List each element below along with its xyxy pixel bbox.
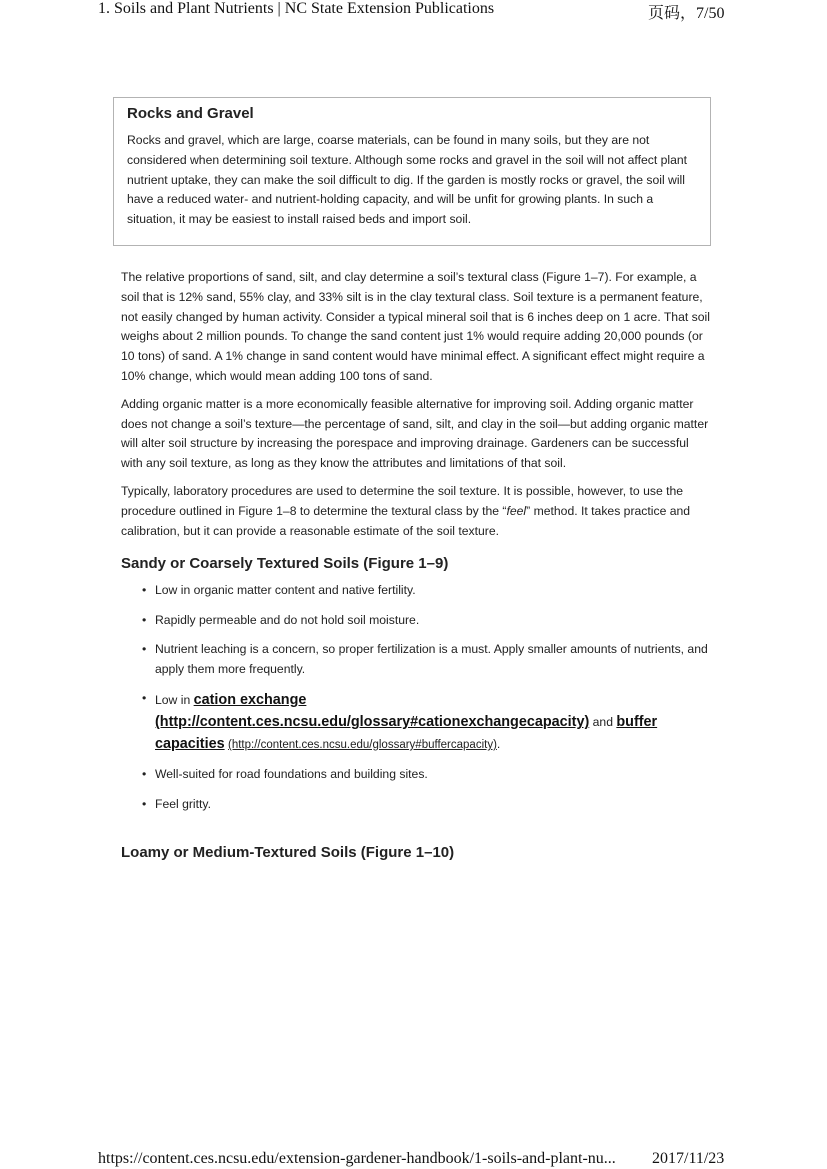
list-item-text: Nutrient leaching is a concern, so proper fertilization is a must. Apply smaller amounts of nutrients, and apply them more frequently. [155, 641, 708, 676]
sandy-soils-heading: Sandy or Coarsely Textured Soils (Figure 1–9) [121, 555, 449, 573]
list-item [121, 581, 711, 601]
paragraph-organic-matter: Adding organic matter is a more economically feasible alternative for improving soil. Adding organic matter does not change a soil’s texture—the percentage of sand, silt, and clay in the soil—but adding organic matter will alter soil structure by increasing the porespace and improving drainage. Gardeners can be successful with any soil texture, as long as they know the attributes and limitations of that soil. [121, 396, 709, 471]
list-item-text: Rapidly permeable and do not hold soil moisture. [155, 612, 420, 627]
feel-emphasis: feel [506, 503, 527, 518]
bullet: • [142, 612, 147, 627]
cation-exchange-link-text: cation exchange [193, 692, 307, 709]
callout-title: Rocks and Gravel [127, 105, 254, 122]
bullet: • [142, 767, 147, 782]
list-item [121, 795, 711, 815]
feel-method-text-start: Typically, laboratory procedures are used to determine the soil texture. It is possible, however, to use the procedure outlined in Figure 1–8 to determine the textural class by the “ [121, 483, 684, 518]
print-header [0, 0, 827, 22]
print-date: 2017/11/23 [652, 1150, 725, 1167]
document-title: 1. Soils and Plant Nutrients | NC State Extension Publications [98, 0, 495, 17]
list-item-text: Low in organic matter content and native fertility. [155, 583, 416, 598]
print-footer [0, 1150, 827, 1169]
cation-exchange-link-url: (http://content.ces.ncsu.edu/glossary#cationexchangecapacity) [155, 714, 590, 731]
cation-exchange-link[interactable] [155, 692, 589, 730]
list-item-text: Feel gritty. [155, 796, 211, 811]
article-body [121, 268, 711, 870]
list-item-suffix: . [496, 737, 501, 752]
rocks-gravel-callout [113, 97, 711, 246]
list-item-middle: and [589, 715, 617, 730]
list-item-links [121, 689, 711, 756]
page-number: 页码，7/50 [648, 5, 725, 22]
list-item [121, 765, 711, 785]
paragraph-textural-class: The relative proportions of sand, silt, and clay determine a soil’s textural class (Figure 1–7). For example, a soil that is 12% sand, 55% clay, and 33% silt is in the clay textural class. Soil texture is a permanent feature, not easily changed by human activity. Consider a typical mineral soil that is 6 inches deep on 1 acre. That soil weighs about 2 million pounds. To change the sand content just 1% would require adding 20,000 pounds (or 10 tons) of sand. A 1% change in sand content would have minimal effect. A significant effect might require a 10% change, which would mean adding 100 tons of sand. [121, 270, 710, 383]
callout-text: Rocks and gravel, which are large, coarse materials, can be found in many soils, but they are not considered when determining soil texture. Although some rocks and gravel in the soil will not affect plant nutrient uptake, they can make the soil difficult to dig. If the garden is mostly rocks or gravel, the soil will have a reduced water- and nutrient-holding capacity, and will be unfit for growing plants. In such a situation, it may be easiest to install raised beds and import soil. [127, 133, 688, 227]
feel-method-text-end: ” method. It takes practice and calibration, but it can provide a reasonable estimate of the soil texture. [121, 503, 691, 538]
source-url: https://content.ces.ncsu.edu/extension-gardener-handbook/1-soils-and-plant-nu... [98, 1150, 616, 1167]
list-item-text: Well-suited for road foundations and building sites. [155, 767, 428, 782]
paragraph-feel-method [121, 482, 711, 541]
bullet: • [142, 641, 147, 656]
list-item [121, 611, 711, 631]
sandy-soils-list [121, 581, 711, 814]
list-item-prefix: Low in [155, 693, 194, 708]
buffer-capacities-link[interactable]: buffer capacities [155, 714, 658, 753]
list-item [121, 640, 711, 680]
buffer-capacity-url-link[interactable]: (http://content.ces.ncsu.edu/glossary#buffercapacity) [228, 739, 497, 752]
loamy-soils-heading: Loamy or Medium-Textured Soils (Figure 1–10) [121, 844, 455, 862]
bullet: • [142, 583, 147, 598]
bullet: • [142, 691, 147, 706]
bullet: • [142, 796, 147, 811]
